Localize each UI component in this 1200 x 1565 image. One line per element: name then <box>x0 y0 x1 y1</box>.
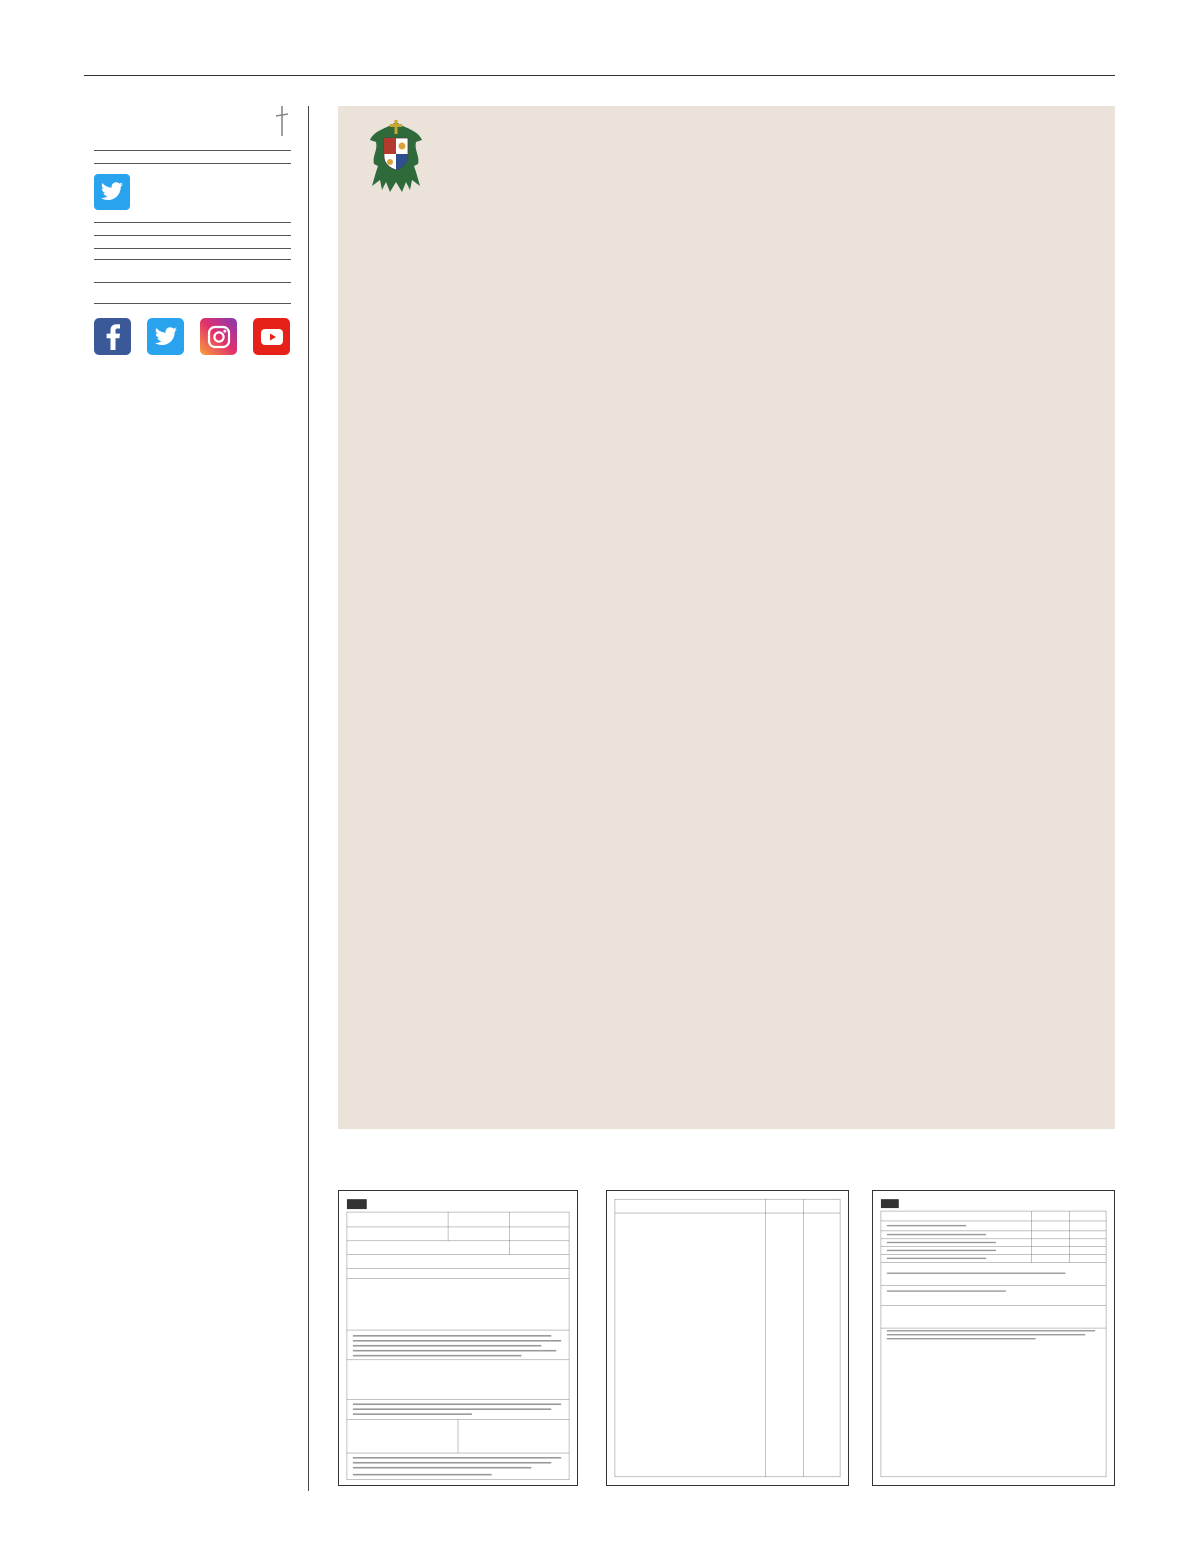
ownership-form-page-1 <box>338 1190 578 1486</box>
divider <box>94 303 291 304</box>
masthead-logo <box>94 106 291 138</box>
instagram-icon[interactable] <box>200 318 237 355</box>
ownership-form-page-3 <box>872 1190 1115 1486</box>
form-3-drawing <box>873 1191 1114 1485</box>
youtube-icon[interactable] <box>253 318 290 355</box>
diocesan-crest-icon <box>368 120 424 192</box>
divider <box>94 222 291 223</box>
ownership-form-page-2 <box>606 1190 849 1486</box>
divider <box>94 248 291 249</box>
sidebar <box>94 106 291 365</box>
page-header <box>84 46 1115 76</box>
divider <box>94 150 291 151</box>
cross-icon <box>274 106 288 136</box>
form-2-circulation-table <box>607 1191 848 1485</box>
divider <box>94 163 291 164</box>
divider <box>94 282 291 283</box>
social-links <box>94 318 291 355</box>
divider <box>94 235 291 236</box>
form-1-drawing <box>339 1191 577 1485</box>
usps-eagle-icon <box>881 1199 899 1208</box>
twitter-follow[interactable] <box>94 174 291 210</box>
divider <box>94 259 291 260</box>
twitter-icon[interactable] <box>147 318 184 355</box>
twitter-icon[interactable] <box>94 174 130 210</box>
official-announcements-box <box>338 106 1115 1129</box>
facebook-icon[interactable] <box>94 318 131 355</box>
sidebar-divider <box>308 106 309 1491</box>
usps-eagle-icon <box>347 1199 367 1209</box>
